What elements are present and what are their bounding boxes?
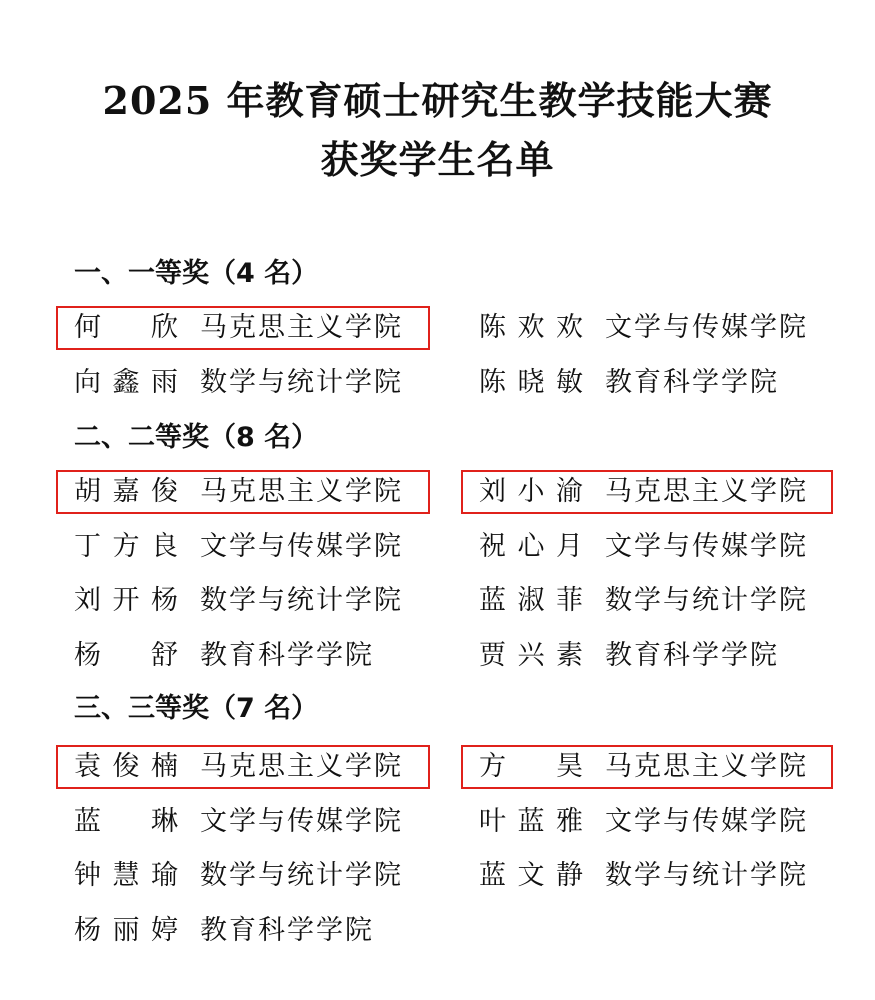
student-name: 蓝文静	[479, 860, 583, 891]
award-entry	[58, 363, 428, 403]
student-name: 钟慧瑜	[74, 860, 178, 891]
award-entry	[463, 802, 831, 842]
college-name: 数学与统计学院	[200, 860, 403, 891]
student-name: 刘开杨	[74, 585, 178, 616]
section-heading: 二、二等奖（8 名）	[74, 422, 319, 453]
highlighted-award-entry	[58, 747, 428, 787]
award-entry	[463, 856, 831, 896]
college-name: 马克思主义学院	[200, 312, 403, 343]
student-name: 胡嘉俊	[74, 476, 178, 507]
award-entry	[58, 856, 428, 896]
award-entry	[58, 802, 428, 842]
college-name: 教育科学学院	[200, 639, 374, 671]
highlighted-award-entry	[58, 308, 428, 348]
college-name: 数学与统计学院	[605, 860, 808, 891]
award-entry	[463, 308, 831, 348]
student-name: 何 欣	[74, 312, 178, 343]
student-name: 贾兴素	[479, 639, 583, 671]
college-name: 马克思主义学院	[200, 751, 403, 782]
college-name: 马克思主义学院	[605, 476, 808, 507]
college-name: 数学与统计学院	[200, 585, 403, 616]
student-name: 刘小渝	[479, 476, 583, 507]
college-name: 文学与传媒学院	[200, 805, 403, 837]
college-name: 数学与统计学院	[605, 585, 808, 616]
document-title-line-2: 获奖学生名单	[320, 137, 555, 182]
college-name: 教育科学学院	[605, 366, 779, 398]
student-name: 蓝淑菲	[479, 585, 583, 616]
student-name: 祝心月	[479, 530, 583, 562]
student-name: 杨 舒	[74, 639, 178, 671]
award-entry	[58, 911, 428, 951]
highlighted-award-entry	[58, 472, 428, 512]
college-name: 文学与传媒学院	[605, 312, 808, 343]
college-name: 马克思主义学院	[200, 476, 403, 507]
college-name: 教育科学学院	[200, 914, 374, 946]
college-name: 数学与统计学院	[200, 366, 403, 398]
student-name: 袁俊楠	[74, 751, 178, 782]
award-entry	[463, 636, 831, 676]
highlighted-award-entry	[463, 747, 831, 787]
award-entry	[58, 527, 428, 567]
student-name: 丁方良	[74, 530, 178, 562]
award-entry	[463, 581, 831, 621]
student-name: 方 昊	[479, 751, 583, 782]
section-heading: 三、三等奖（7 名）	[74, 693, 319, 724]
college-name: 文学与传媒学院	[605, 805, 808, 837]
college-name: 文学与传媒学院	[605, 530, 808, 562]
student-name: 蓝 琳	[74, 805, 178, 837]
section-heading: 一、一等奖（4 名）	[74, 258, 319, 289]
award-entry	[463, 527, 831, 567]
award-entry	[463, 363, 831, 403]
document-title-line-1: 2025 年教育硕士研究生教学技能大赛	[102, 78, 773, 123]
student-name: 陈欢欢	[479, 312, 583, 343]
student-name: 陈晓敏	[479, 366, 583, 398]
award-entry	[58, 581, 428, 621]
student-name: 叶蓝雅	[479, 805, 583, 837]
college-name: 马克思主义学院	[605, 751, 808, 782]
student-name: 向鑫雨	[74, 366, 178, 398]
college-name: 文学与传媒学院	[200, 530, 403, 562]
highlighted-award-entry	[463, 472, 831, 512]
student-name: 杨丽婷	[74, 914, 178, 946]
award-entry	[58, 636, 428, 676]
college-name: 教育科学学院	[605, 639, 779, 671]
